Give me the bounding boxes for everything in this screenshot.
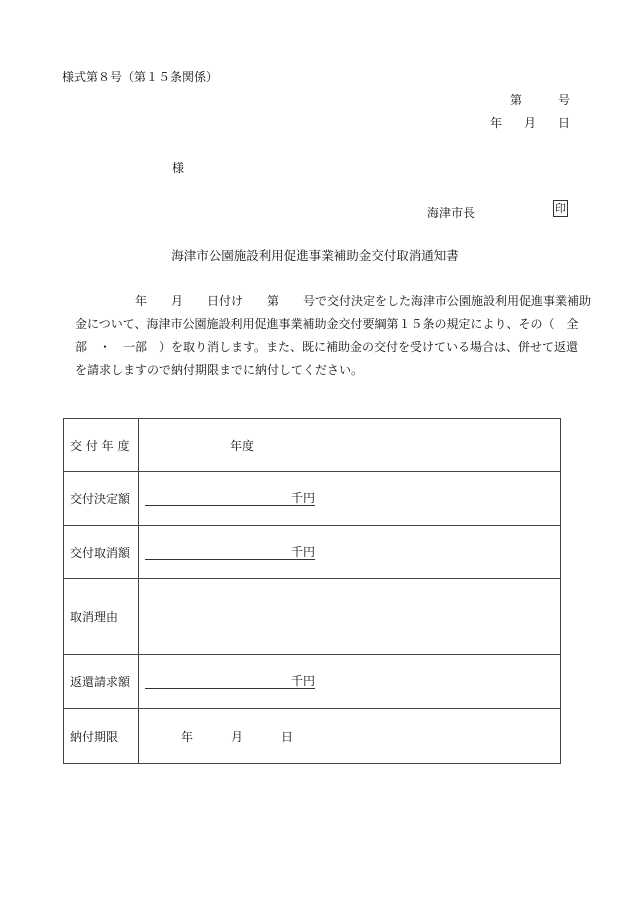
seal-mark: 印 (555, 202, 566, 215)
addressee: 様 (172, 161, 185, 175)
decision-amount-cell (139, 472, 561, 526)
number-prefix: 第 (509, 93, 522, 107)
issue-month: 月 (523, 116, 536, 130)
number-suffix: 号 (557, 93, 570, 107)
refund-amount-cell (139, 655, 561, 709)
refund-amount-field: 千円 (145, 674, 315, 689)
details-table (63, 418, 561, 764)
document-title: 海津市公園施設利用促進事業補助金交付取消通知書 (171, 248, 459, 263)
due-date-label: 納付期限 (64, 709, 139, 764)
form-number: 様式第８号（第１５条関係） (62, 70, 219, 84)
refund-amount-label: 返還請求額 (64, 655, 139, 709)
due-date-cell (139, 709, 561, 764)
cancel-amount-cell (139, 526, 561, 579)
table-row (64, 655, 561, 709)
table-row (64, 709, 561, 764)
body-line: 部 ・ 一部 ）を取り消します。また、既に補助金の交付を受けている場合は、併せて返還 (75, 340, 579, 354)
issue-date-line (490, 114, 570, 131)
due-month: 月 (231, 729, 244, 744)
body-line: 金について、海津市公園施設利用促進事業補助金交付要綱第１５条の規定により、その（ 全 (75, 317, 579, 331)
body-line: を請求しますので納付期限までに納付してください。 (75, 363, 364, 377)
body-line: 年 月 日付け 第 号で交付決定をした海津市公園施設利用促進事業補助 (75, 294, 592, 308)
cancel-amount-label: 交付取消額 (64, 526, 139, 579)
sender-title: 海津市長 (427, 206, 476, 220)
due-day: 日 (281, 729, 294, 744)
cancel-amount-field: 千円 (145, 545, 315, 560)
fiscal-year-label: 交 付 年 度 (64, 419, 139, 472)
fiscal-year-cell (139, 419, 561, 472)
fiscal-year-value: 年度 (230, 438, 255, 453)
decision-amount-field: 千円 (145, 491, 315, 506)
reason-label: 取消理由 (64, 579, 139, 655)
table-row (64, 472, 561, 526)
table-row (64, 579, 561, 655)
reason-cell (139, 579, 561, 655)
issue-year: 年 (489, 116, 502, 130)
decision-amount-label: 交付決定額 (64, 472, 139, 526)
issue-day: 日 (557, 116, 570, 130)
due-year: 年 (181, 729, 194, 744)
table-row (64, 419, 561, 472)
table-row (64, 526, 561, 579)
notice-body (75, 290, 592, 382)
document-number-line (510, 91, 570, 108)
